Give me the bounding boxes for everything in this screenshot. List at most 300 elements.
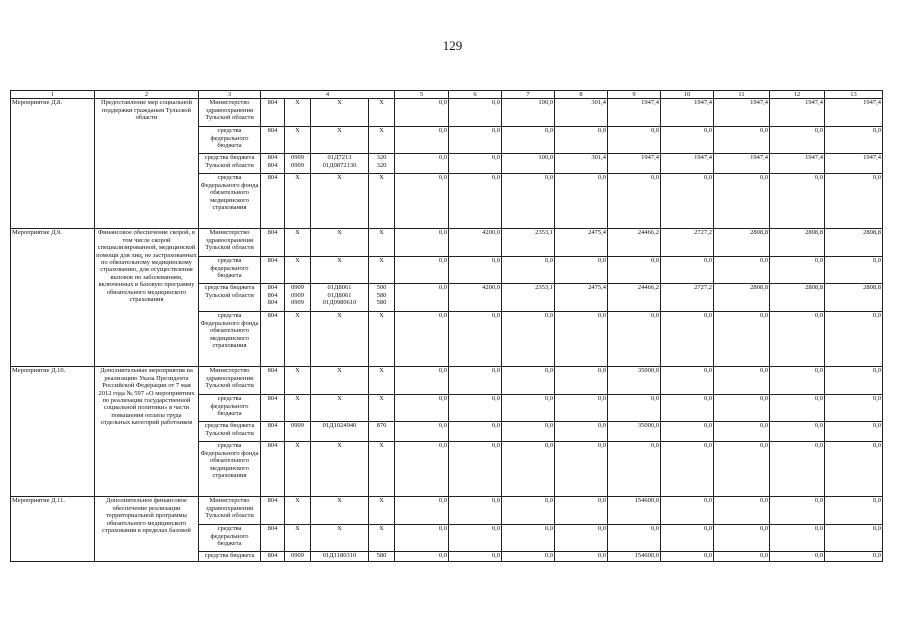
header-cell: 4 [261,91,395,99]
expense-type-code-line: 580 [376,291,387,299]
funding-source: средства федерального бюджета [199,257,261,284]
amount-cell: 0,0 [395,229,449,257]
amount-cell: 0,0 [825,552,883,562]
expense-type-code-line: 580 [376,299,387,307]
target-article-code-line: 01Д0872130 [322,161,357,169]
amount-cell: 4200,0 [449,284,502,312]
expense-type-code [369,99,395,127]
amount-cell: 0,0 [555,367,608,395]
amount-cell: 1947,4 [825,99,883,127]
amount-cell: 0,0 [449,497,502,525]
grbs-code [261,257,285,284]
amount-cell: 0,0 [449,525,502,552]
expense-type-code-line: 320 [376,161,387,169]
amount-cell: 2808,8 [770,229,825,257]
expense-type-code [369,422,395,442]
amount-cell: 2475,4 [555,229,608,257]
header-cell: 13 [825,91,883,99]
amount-cell: 1947,4 [608,154,661,174]
section-code [285,395,311,422]
amount-cell: 1947,4 [608,99,661,127]
amount-cell: 0,0 [555,525,608,552]
section-code [285,497,311,525]
funding-source: средства федерального бюджета [199,395,261,422]
expense-type-code [369,127,395,154]
section-code [285,174,311,229]
section-code-line: X [295,127,300,135]
target-article-code-line: 01Д1180310 [322,552,357,560]
expense-type-code [369,174,395,229]
section-code-line: 0909 [291,291,304,299]
expense-type-code-line: 320 [376,154,387,162]
expense-type-code [369,367,395,395]
amount-cell: 0,0 [449,257,502,284]
section-code-line: 0909 [291,284,304,292]
grbs-code-line: 804 [267,291,278,299]
amount-cell: 0,0 [714,422,770,442]
amount-cell: 0,0 [825,257,883,284]
section-code-line: X [295,367,300,375]
target-article-code [311,312,369,367]
expense-type-code-line: X [379,229,384,237]
amount-cell: 0,0 [714,552,770,562]
target-article-code-line: X [337,312,342,320]
grbs-code-line: 804 [267,284,278,292]
header-cell: 2 [95,91,199,99]
target-article-code-line: 01Д8061 [327,291,352,299]
funding-source: средства бюджета Тульской области [199,422,261,442]
amount-cell: 2808,8 [825,284,883,312]
table-body [11,91,883,562]
amount-cell: 2353,1 [502,284,555,312]
target-article-code-line: X [337,367,342,375]
section-code-line: X [295,525,300,533]
expense-type-code-line: X [379,367,384,375]
expense-type-code-line: X [379,99,384,107]
amount-cell: 0,0 [661,442,714,497]
amount-cell: 0,0 [395,154,449,174]
funding-source: Министерство здравоохранения Тульской области [199,367,261,395]
section-code-line: X [295,257,300,265]
amount-cell: 0,0 [770,552,825,562]
section-code [285,422,311,442]
target-article-code [311,442,369,497]
amount-cell: 0,0 [555,174,608,229]
amount-cell: 0,0 [502,442,555,497]
section-code-line: X [295,229,300,237]
section-code [285,525,311,552]
funding-source: средства федерального бюджета [199,525,261,552]
section-code [285,552,311,562]
expense-type-code-line: X [379,127,384,135]
amount-cell: 0,0 [555,442,608,497]
amount-cell: 2808,8 [714,229,770,257]
grbs-code [261,525,285,552]
grbs-code [261,422,285,442]
target-article-code-line: X [337,395,342,403]
expense-type-code-line: X [379,497,384,505]
amount-cell: 35000,0 [608,367,661,395]
target-article-code-line: X [337,127,342,135]
amount-cell: 0,0 [395,442,449,497]
funding-source: средства бюджета [199,552,261,562]
grbs-code [261,552,285,562]
section-code-line: 0909 [291,154,304,162]
grbs-code-line: 804 [267,422,278,430]
section-code-line: 0909 [291,422,304,430]
funding-source: средства Федерального фонда обязательного медицинского страхования [199,442,261,497]
amount-cell: 0,0 [395,525,449,552]
amount-cell: 0,0 [555,127,608,154]
amount-cell: 0,0 [449,154,502,174]
amount-cell: 0,0 [825,174,883,229]
grbs-code-line: 804 [267,127,278,135]
amount-cell: 0,0 [714,257,770,284]
amount-cell: 2475,4 [555,284,608,312]
amount-cell: 0,0 [661,257,714,284]
funding-source: средства Федерального фонда обязательного медицинского страхования [199,312,261,367]
expense-type-code [369,312,395,367]
expense-type-code [369,229,395,257]
amount-cell: 0,0 [608,442,661,497]
amount-cell: 0,0 [555,497,608,525]
amount-cell: 0,0 [395,497,449,525]
table-row [11,99,883,127]
amount-cell: 0,0 [449,552,502,562]
amount-cell: 154600,0 [608,552,661,562]
header-cell: 10 [661,91,714,99]
budget-table [10,90,883,562]
section-code [285,284,311,312]
amount-cell: 0,0 [555,395,608,422]
amount-cell: 0,0 [714,442,770,497]
amount-cell: 24466,2 [608,284,661,312]
amount-cell: 0,0 [395,284,449,312]
target-article-code [311,257,369,284]
grbs-code-line: 804 [267,99,278,107]
amount-cell: 0,0 [770,497,825,525]
amount-cell: 0,0 [555,257,608,284]
header-cell: 5 [395,91,449,99]
activity-description: Финансовое обеспечение скорой, в том числе скорой специализированной, медицинской помощи для лиц, не застрахованных по обязательному медицинскому страхованию, для осуществления вызовов по заболеваниям, включенных в базовую программу обязательного медицинского страхования [95,229,199,367]
amount-cell: 100,0 [502,154,555,174]
amount-cell: 0,0 [770,174,825,229]
amount-cell: 0,0 [395,312,449,367]
amount-cell: 2727,2 [661,229,714,257]
amount-cell: 0,0 [449,395,502,422]
grbs-code [261,174,285,229]
grbs-code [261,312,285,367]
amount-cell: 2353,1 [502,229,555,257]
amount-cell: 0,0 [502,497,555,525]
amount-cell: 0,0 [608,312,661,367]
target-article-code-line: 01Д0980610 [322,299,357,307]
grbs-code [261,99,285,127]
amount-cell: 301,4 [555,154,608,174]
amount-cell: 0,0 [661,395,714,422]
amount-cell: 0,0 [714,174,770,229]
funding-source: средства Федерального фонда обязательного медицинского страхования [199,174,261,229]
section-code-line: 0909 [291,299,304,307]
amount-cell: 0,0 [770,442,825,497]
grbs-code [261,395,285,422]
activity-name: Мероприятие Д.8. [11,99,95,229]
amount-cell: 0,0 [825,127,883,154]
grbs-code-line: 804 [267,442,278,450]
amount-cell: 154600,0 [608,497,661,525]
amount-cell: 1947,4 [661,99,714,127]
amount-cell: 0,0 [825,525,883,552]
table-row [11,229,883,257]
target-article-code [311,525,369,552]
amount-cell: 1947,4 [825,154,883,174]
activity-description: Дополнительное финансовое обеспечение реализации территориальной программы обязательного медицинского страхования в пределах базовой [95,497,199,562]
section-code-line: X [295,312,300,320]
section-code-line: X [295,395,300,403]
target-article-code [311,127,369,154]
amount-cell: 0,0 [714,367,770,395]
table-row [11,367,883,395]
target-article-code-line: X [337,525,342,533]
grbs-code [261,154,285,174]
amount-cell: 0,0 [661,552,714,562]
amount-cell: 0,0 [714,127,770,154]
amount-cell: 24466,2 [608,229,661,257]
amount-cell: 0,0 [770,395,825,422]
amount-cell: 2808,8 [770,284,825,312]
activity-name: Мероприятие Д.9. [11,229,95,367]
grbs-code-line: 804 [267,525,278,533]
target-article-code-line: 01Д8061 [327,284,352,292]
amount-cell: 0,0 [608,174,661,229]
target-article-code-line: X [337,442,342,450]
grbs-code-line: 804 [267,257,278,265]
amount-cell: 0,0 [502,552,555,562]
grbs-code-line: 804 [267,229,278,237]
section-code [285,127,311,154]
section-code-line: 0909 [291,552,304,560]
section-code [285,312,311,367]
grbs-code-line: 804 [267,174,278,182]
amount-cell: 0,0 [449,99,502,127]
expense-type-code [369,395,395,422]
amount-cell: 0,0 [608,395,661,422]
section-code-line: X [295,99,300,107]
amount-cell: 0,0 [449,312,502,367]
target-article-code [311,367,369,395]
amount-cell: 0,0 [395,257,449,284]
target-article-code [311,497,369,525]
amount-cell: 0,0 [714,525,770,552]
amount-cell: 0,0 [395,552,449,562]
amount-cell: 0,0 [770,367,825,395]
section-code-line: X [295,497,300,505]
funding-source: Министерство здравоохранения Тульской области [199,99,261,127]
target-article-code [311,99,369,127]
target-article-code [311,174,369,229]
amount-cell: 0,0 [661,525,714,552]
amount-cell: 0,0 [770,127,825,154]
grbs-code [261,127,285,154]
expense-type-code-line: X [379,525,384,533]
expense-type-code-line: X [379,257,384,265]
grbs-code-line: 804 [267,367,278,375]
amount-cell: 0,0 [661,497,714,525]
target-article-code-line: X [337,497,342,505]
amount-cell: 0,0 [770,257,825,284]
amount-cell: 0,0 [395,395,449,422]
amount-cell: 0,0 [608,257,661,284]
funding-source: Министерство здравоохранения Тульской области [199,497,261,525]
expense-type-code-line: 870 [376,422,387,430]
target-article-code [311,154,369,174]
amount-cell: 0,0 [714,395,770,422]
amount-cell: 0,0 [714,497,770,525]
funding-source: средства федерального бюджета [199,127,261,154]
amount-cell: 0,0 [502,127,555,154]
amount-cell: 0,0 [608,127,661,154]
amount-cell: 0,0 [714,312,770,367]
header-cell: 3 [199,91,261,99]
expense-type-code-line: 500 [376,284,387,292]
expense-type-code [369,284,395,312]
expense-type-code-line: 580 [376,552,387,560]
amount-cell: 0,0 [555,422,608,442]
amount-cell: 0,0 [395,99,449,127]
expense-type-code [369,497,395,525]
expense-type-code [369,552,395,562]
section-code [285,229,311,257]
header-cell: 11 [714,91,770,99]
target-article-code [311,284,369,312]
amount-cell: 1947,4 [770,99,825,127]
amount-cell: 2808,8 [825,229,883,257]
section-code [285,154,311,174]
grbs-code-line: 804 [267,299,278,307]
section-code [285,99,311,127]
amount-cell: 100,0 [502,99,555,127]
amount-cell: 0,0 [661,127,714,154]
expense-type-code-line: X [379,312,384,320]
amount-cell: 0,0 [449,127,502,154]
amount-cell: 0,0 [661,174,714,229]
target-article-code-line: X [337,257,342,265]
grbs-code [261,284,285,312]
header-cell: 12 [770,91,825,99]
amount-cell: 0,0 [502,422,555,442]
grbs-code [261,497,285,525]
target-article-code-line: X [337,174,342,182]
amount-cell: 35000,0 [608,422,661,442]
amount-cell: 0,0 [661,312,714,367]
header-cell: 8 [555,91,608,99]
target-article-code [311,552,369,562]
grbs-code [261,367,285,395]
activity-name: Мероприятие Д.11. [11,497,95,562]
amount-cell: 0,0 [825,442,883,497]
amount-cell: 0,0 [502,367,555,395]
funding-source: средства бюджета Тульской области [199,154,261,174]
target-article-code [311,422,369,442]
amount-cell: 0,0 [608,525,661,552]
target-article-code-line: 01Д1024940 [322,422,357,430]
section-code-line: X [295,174,300,182]
funding-source: Министерство здравоохранения Тульской области [199,229,261,257]
amount-cell: 0,0 [770,525,825,552]
target-article-code-line: X [337,229,342,237]
amount-cell: 0,0 [395,127,449,154]
amount-cell: 301,4 [555,99,608,127]
target-article-code [311,395,369,422]
column-number-row [11,91,883,99]
amount-cell: 1947,4 [661,154,714,174]
expense-type-code [369,257,395,284]
amount-cell: 2808,8 [714,284,770,312]
grbs-code-line: 804 [267,154,278,162]
section-code [285,257,311,284]
expense-type-code-line: X [379,395,384,403]
header-cell: 9 [608,91,661,99]
target-article-code [311,229,369,257]
amount-cell: 0,0 [449,174,502,229]
grbs-code [261,229,285,257]
amount-cell: 0,0 [825,497,883,525]
amount-cell: 0,0 [661,422,714,442]
amount-cell: 0,0 [502,174,555,229]
amount-cell: 0,0 [502,312,555,367]
expense-type-code [369,442,395,497]
section-code [285,442,311,497]
amount-cell: 0,0 [502,395,555,422]
target-article-code-line: X [337,99,342,107]
amount-cell: 0,0 [825,367,883,395]
grbs-code-line: 804 [267,497,278,505]
amount-cell: 0,0 [825,395,883,422]
page-number: 129 [442,38,463,53]
amount-cell: 1947,4 [714,99,770,127]
amount-cell: 1947,4 [770,154,825,174]
amount-cell: 0,0 [449,367,502,395]
section-code [285,367,311,395]
expense-type-code [369,525,395,552]
amount-cell: 4200,0 [449,229,502,257]
header-cell: 1 [11,91,95,99]
amount-cell: 0,0 [555,312,608,367]
amount-cell: 0,0 [770,422,825,442]
grbs-code-line: 804 [267,395,278,403]
expense-type-code-line: X [379,174,384,182]
amount-cell: 1947,4 [714,154,770,174]
amount-cell: 0,0 [395,367,449,395]
amount-cell: 0,0 [661,367,714,395]
amount-cell: 0,0 [502,257,555,284]
grbs-code-line: 804 [267,161,278,169]
amount-cell: 0,0 [395,174,449,229]
header-cell: 6 [449,91,502,99]
amount-cell: 0,0 [449,422,502,442]
amount-cell: 0,0 [502,525,555,552]
expense-type-code-line: X [379,442,384,450]
amount-cell: 0,0 [555,552,608,562]
amount-cell: 0,0 [825,422,883,442]
grbs-code [261,442,285,497]
amount-cell: 0,0 [770,312,825,367]
amount-cell: 0,0 [449,442,502,497]
activity-description: Дополнительные мероприятия на реализацию Указа Президента Российской Федерации от 7 мая 2012 года № 597 «О мероприятиях по реализации государственной социальной политики» в части повышения оплаты труда отдельных категорий работников [95,367,199,497]
table-row [11,497,883,525]
section-code-line: 0909 [291,161,304,169]
amount-cell: 0,0 [825,312,883,367]
